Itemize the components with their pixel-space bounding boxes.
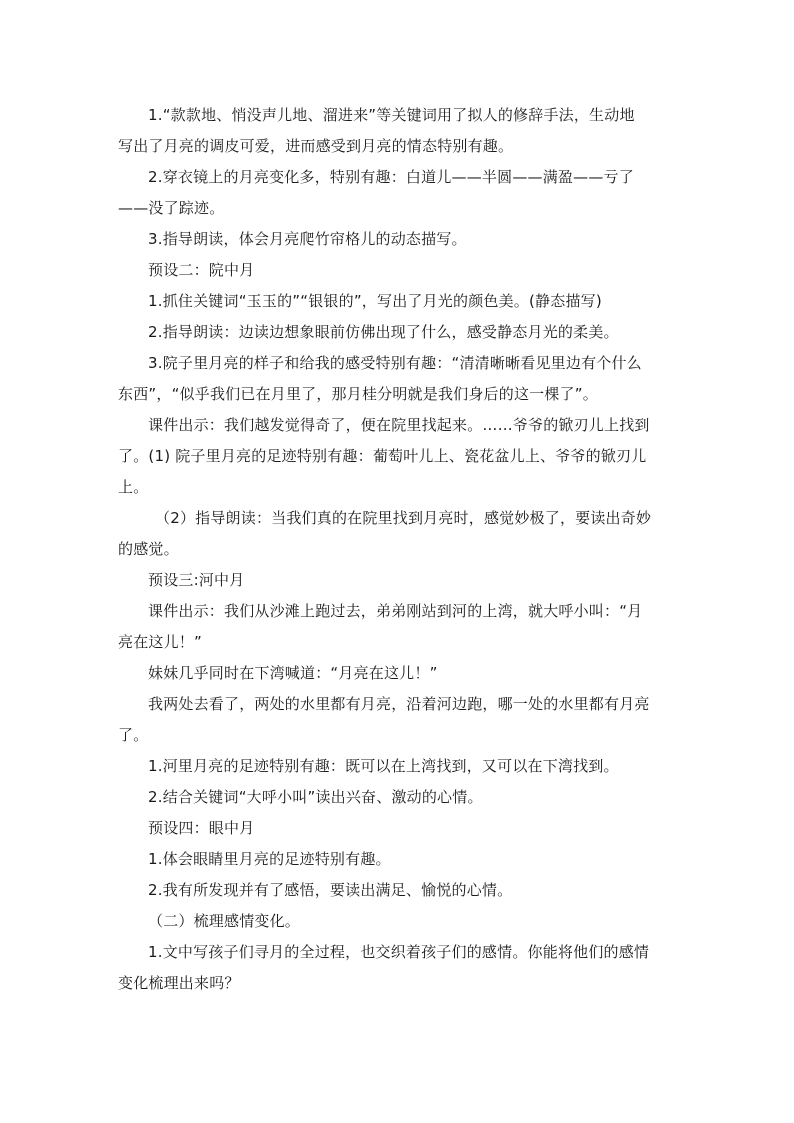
text-line: 亮在这儿！”	[118, 633, 202, 651]
text-line: 上。	[118, 478, 149, 496]
text-line: 2.我有所发现并有了感悟，要读出满足、愉悦的心情。	[148, 881, 513, 899]
text-line: （2）指导朗读：当我们真的在院里找到月亮时，感觉妙极了，要读出奇妙	[155, 509, 652, 527]
text-line: 1.抓住关键词“玉玉的”“银银的”，写出了月光的颜色美。(静态描写)	[148, 292, 602, 310]
document-body	[118, 100, 678, 999]
text-line: 预设四：眼中月	[148, 819, 255, 837]
text-line: 2.指导朗读：边读边想象眼前仿佛出现了什么，感受静态月光的柔美。	[148, 323, 619, 341]
text-line: （二）梳理感情变化。	[148, 912, 301, 930]
text-line: 2.结合关键词“大呼小叫”读出兴奋、激动的心情。	[148, 788, 483, 806]
text-line: 我两处去看了，两处的水里都有月亮，沿着河边跑，哪一处的水里都有月亮	[148, 695, 650, 713]
text-line: 了。(1) 院子里月亮的足迹特别有趣：葡萄叶儿上、瓷花盆儿上、爷爷的锨刃儿	[118, 447, 647, 465]
text-line: 1.文中写孩子们寻月的全过程，也交织着孩子们的感情。你能将他们的感情	[148, 943, 650, 961]
text-line: 东西”，“似乎我们已在月里了，那月桂分明就是我们身后的这一棵了”。	[118, 385, 598, 403]
text-line: 2.穿衣镜上的月亮变化多，特别有趣：白道儿——半圆——满盈——亏了	[148, 168, 634, 186]
text-line: 写出了月亮的调皮可爱，进而感受到月亮的情态特别有趣。	[118, 137, 514, 155]
text-line: 1.河里月亮的足迹特别有趣：既可以在上湾找到，又可以在下湾找到。	[148, 757, 619, 775]
text-line: ——没了踪迹。	[118, 199, 225, 217]
text-line: 预设三:河中月	[148, 571, 245, 589]
text-line: 妹妹几乎同时在下湾喊道：“月亮在这儿！”	[148, 664, 438, 682]
text-line: 预设二：院中月	[148, 261, 255, 279]
text-line: 的感觉。	[118, 540, 179, 558]
text-line: 1.体会眼睛里月亮的足迹特别有趣。	[148, 850, 391, 868]
text-line: 3.院子里月亮的样子和给我的感受特别有趣：“清清晰晰看见里边有个什么	[148, 354, 642, 372]
text-line: 了。	[118, 726, 149, 744]
text-line: 3.指导朗读，体会月亮爬竹帘格儿的动态描写。	[148, 230, 467, 248]
text-line: 变化梳理出来吗？	[118, 974, 240, 992]
text-line: 1.“款款地、悄没声儿地、溜进来”等关键词用了拟人的修辞手法，生动地	[148, 106, 635, 124]
text-line: 课件出示：我们从沙滩上跑过去，弟弟刚站到河的上湾，就大呼小叫：“月	[148, 602, 643, 620]
text-line: 课件出示：我们越发觉得奇了，便在院里找起来。……爷爷的锨刃儿上找到	[148, 416, 650, 434]
